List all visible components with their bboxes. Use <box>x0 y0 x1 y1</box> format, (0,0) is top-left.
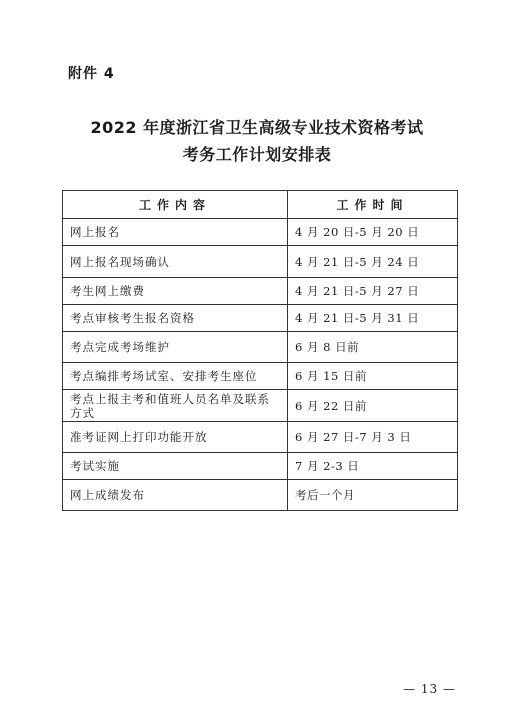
row-time: 4 月 21 日-5 月 24 日 <box>288 246 458 278</box>
row-content: 考生网上缴费 <box>63 278 288 305</box>
table-row <box>63 219 458 246</box>
row-time: 4 月 21 日-5 月 27 日 <box>288 278 458 305</box>
row-time: 4 月 20 日-5 月 20 日 <box>288 219 458 246</box>
attachment-label: 附件 4 <box>68 66 115 82</box>
row-content: 考点编排考场试室、安排考生座位 <box>63 363 288 390</box>
row-content: 考点审核考生报名资格 <box>63 305 288 332</box>
document-title: 2022 年度浙江省卫生高级专业技术资格考试 <box>90 118 424 137</box>
page-number: — 13 — <box>403 682 456 696</box>
row-time: 7 月 2-3 日 <box>288 453 458 480</box>
table-row <box>63 246 458 278</box>
row-content: 网上报名 <box>63 219 288 246</box>
row-content: 网上成绩发布 <box>63 480 288 511</box>
schedule-table <box>62 190 458 511</box>
row-time: 6 月 8 日前 <box>288 332 458 363</box>
table-row <box>63 480 458 511</box>
table-row <box>63 422 458 453</box>
header-work-content: 工作内容 <box>63 191 288 219</box>
table-row <box>63 332 458 363</box>
row-time: 考后一个月 <box>288 480 458 511</box>
table-row <box>63 278 458 305</box>
row-time: 6 月 22 日前 <box>288 390 458 422</box>
header-work-time: 工作时间 <box>288 191 458 219</box>
table-row <box>63 305 458 332</box>
row-time: 6 月 27 日-7 月 3 日 <box>288 422 458 453</box>
document-subtitle: 考务工作计划安排表 <box>182 145 332 164</box>
row-content: 考点完成考场维护 <box>63 332 288 363</box>
table-row <box>63 453 458 480</box>
table-header-row <box>63 191 458 219</box>
row-time: 4 月 21 日-5 月 31 日 <box>288 305 458 332</box>
row-content: 准考证网上打印功能开放 <box>63 422 288 453</box>
row-content: 网上报名现场确认 <box>63 246 288 278</box>
table-row <box>63 390 458 422</box>
row-content: 考试实施 <box>63 453 288 480</box>
row-content: 考点上报主考和值班人员名单及联系方式 <box>63 390 288 422</box>
row-time: 6 月 15 日前 <box>288 363 458 390</box>
table-row <box>63 363 458 390</box>
